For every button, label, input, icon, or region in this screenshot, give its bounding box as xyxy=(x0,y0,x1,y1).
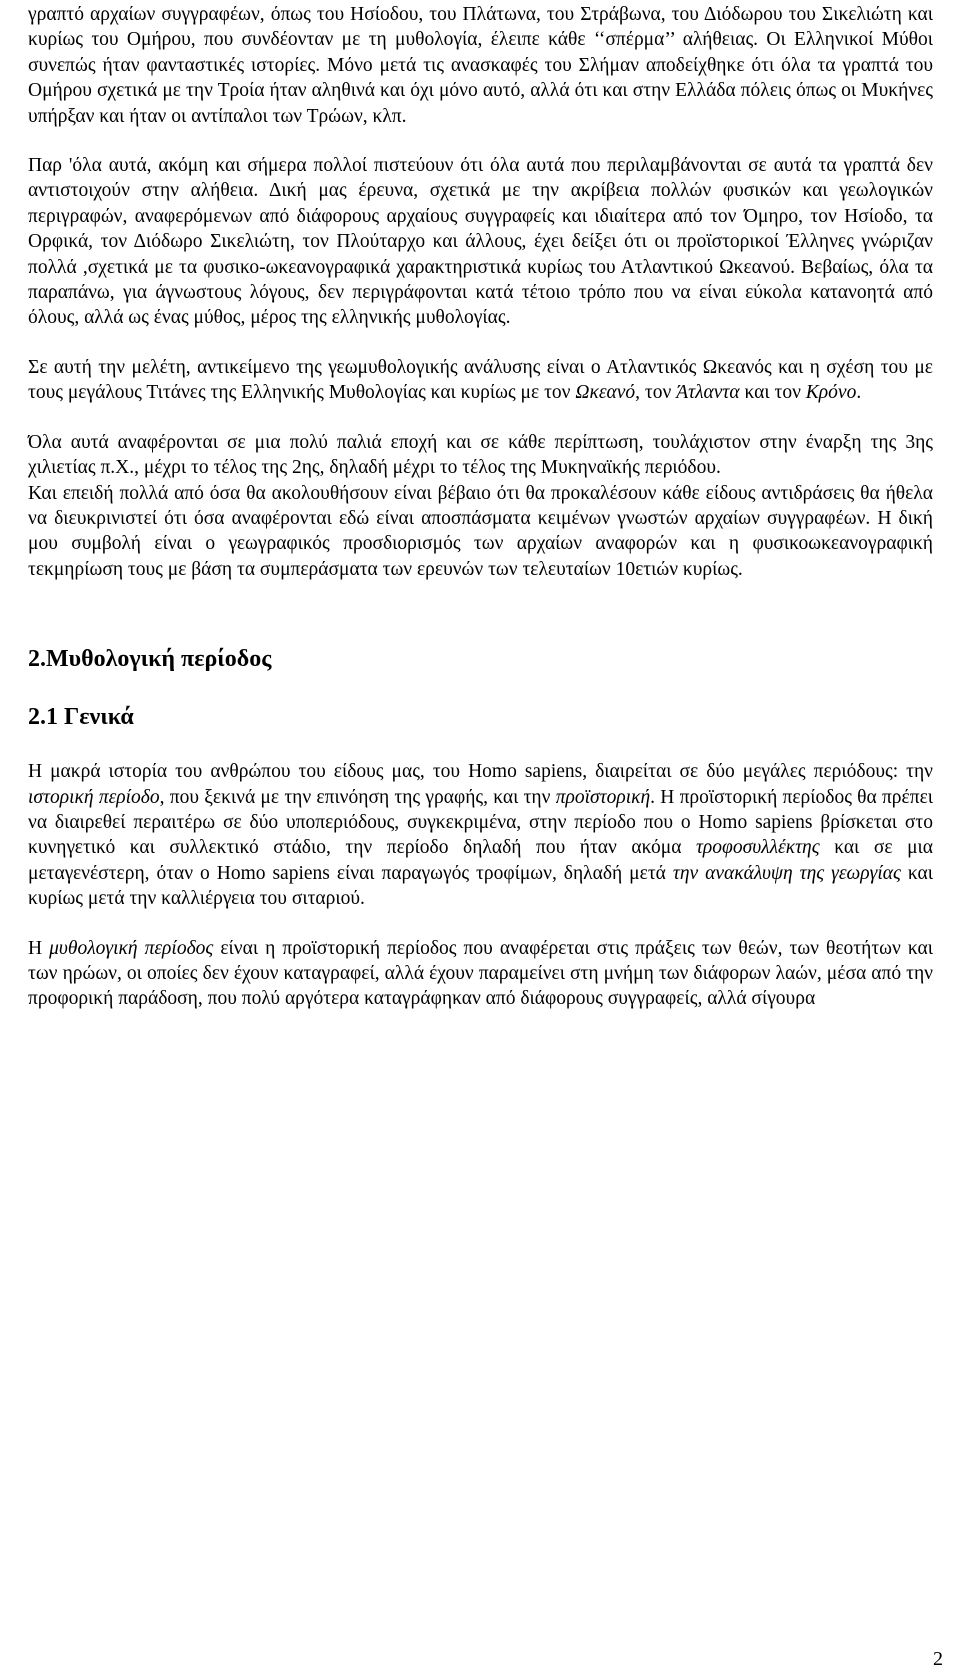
paragraph-mythological-period xyxy=(28,936,933,1012)
text-run: . Η προϊστορική περίοδος θα πρέπει να διαιρεθεί περαιτέρω σε δύο υποπεριόδους, συγκεκριμένα, στην περίοδο που ο Homo sapiens βρίσκεται στο κυνηγετικό και συλλεκτικό στάδιο, την περίοδο δηλαδή που ήταν ακόμα xyxy=(28,786,933,859)
text-run: , τον xyxy=(635,382,677,404)
paragraph-ancient-authors: γραπτό αρχαίων συγγραφέων, όπως του Ησίοδου, του Πλάτωνα, του Στράβωνα, του Διόδωρου του Σικελιώτη και κυρίως του Ομήρου, που συνδέονταν με τη μυθολογία, έλειπε κάθε ‘‘σπέρμα’’ αλήθειας. Οι Ελληνικοί Μύθοι συνεπώς ήταν φανταστικές ιστορίες. Μόνο μετά τις ανασκαφές του Σλήμαν αποδείχθηκε ότι όλα τα γραπτά του Ομήρου σχετικά με την Τροία ήταν αληθινά και όχι μόνο αυτό, αλλά ότι και στην Ελλάδα πόλεις όπως οι Μυκήνες υπήρξαν και ήταν οι αντίπαλοι των Τρώων, κλπ. xyxy=(28,4,933,127)
page-number: 2 xyxy=(933,1648,943,1670)
text-run: και τον xyxy=(739,382,806,404)
emphasis-historic-period: ιστορική περίοδο xyxy=(28,786,160,808)
emphasis-prehistoric: προϊστορική xyxy=(555,786,651,808)
section-heading: 2.Μυθολογική περίοδος xyxy=(28,646,272,673)
text-run: . xyxy=(856,382,862,404)
emphasis-agriculture: την ανακάλυψη της γεωργίας xyxy=(672,862,901,884)
document-page xyxy=(28,0,933,1012)
emphasis-kronos: Κρόνο xyxy=(805,382,857,404)
paragraph-contribution: Και επειδή πολλά από όσα θα ακολουθήσουν είναι βέβαιο ότι θα προκαλέσουν κάθε είδους αντιδράσεις θα ήθελα να διευκρινιστεί ότι όσα αναφέρονται εδώ είναι αποσπάσματα κειμένων γνωστών αρχαίων συγγραφέων. Η δική μου συμβολή είναι ο γεωγραφικός προσδιορισμός των αρχαίων αναφορών και η φυσικοωκεανογραφική τεκμηρίωση τους με βάση τα συμπεράσματα των ερευνών των τελευταίων 10ετιών κυρίως. xyxy=(28,482,933,580)
text-run: και κυρίως μετά την καλλιέργεια του σιταριού. xyxy=(28,862,933,910)
emphasis-mythological-period: μυθολογική περίοδος xyxy=(49,937,214,959)
text-run: Η μακρά ιστορία του ανθρώπου του είδους μας, του Homo sapiens, διαιρείται σε δύο μεγάλες περιόδους: την xyxy=(28,761,933,783)
paragraph-research: Παρ 'όλα αυτά, ακόμη και σήμερα πολλοί πιστεύουν ότι όλα αυτά που περιλαμβάνονται σε αυτά τα γραπτά δεν αντιστοιχούν στην αλήθεια. Δική μας έρευνα, σχετικά με την ακρίβεια πολλών φυσικών και γεωλογικών περιγραφών, αναφερόμενων από διάφορους αρχαίους συγγραφείς και ιδιαίτερα από τον Όμηρο, τον Ησίοδο, τα Ορφικά, τον Διόδωρο Σικελιώτη, τον Πλούταρχο και άλλους, έχει δείξει ότι οι προϊστορικοί Έλληνες γνώριζαν πολλά ,σχετικά με τα φυσικο-ωκεανογραφικά χαρακτηριστικά κυρίως του Ατλαντικού Ωκεανού. Βεβαίως, όλα τα παραπάνω, για άγνωστους λόγους, δεν περιγράφονται κατά τέτοιο τρόπο που να είναι εύκολα κατανοητά από όλους, αλλά ως ένας μύθος, μέρος της ελληνικής μυθολογίας. xyxy=(28,155,933,329)
subsection-heading: 2.1 Γενικά xyxy=(28,704,134,731)
text-run: Η xyxy=(28,937,50,959)
paragraph-study-subject xyxy=(28,355,933,406)
text-run: είναι η προϊστορική περίοδος που αναφέρεται στις πράξεις των θεών, των θεοτήτων και των ηρώων, οι οποίες δεν έχουν καταγραφεί, αλλά έχουν παραμείνει στη μνήμη των διάφορων λαών, μέσα από την προφορική παράδοση, που πολύ αργότερα καταγράφηκαν από διάφορους συγγραφείς, αλλά σίγουρα xyxy=(28,937,933,1010)
paragraph-era: Όλα αυτά αναφέρονται σε μια πολύ παλιά εποχή και σε κάθε περίπτωση, τουλάχιστον στην έναρξη της 3ης χιλιετίας π.Χ., μέχρι το τέλος της 2ης, δηλαδή μέχρι το τέλος της Μυκηναϊκής περιόδου. xyxy=(28,431,933,479)
emphasis-gatherer: τροφοσυλλέκτης xyxy=(695,837,820,859)
text-run: και σε μια μεταγενέστερη, όταν ο Homo sapiens είναι παραγωγός τροφίμων, δηλαδή μετά xyxy=(28,837,933,884)
emphasis-okeanos: Ωκεανό xyxy=(575,382,636,404)
text-run: Σε αυτή την μελέτη, αντικείμενο της γεωμυθολογικής ανάλυσης είναι ο Ατλαντικός Ωκεανός και η σχέση του με τους μεγάλους Τιτάνες της Ελληνικής Μυθολογίας και κυρίως με τον xyxy=(28,356,933,404)
text-run: , που ξεκινά με την επινόηση της γραφής, και την xyxy=(159,786,556,808)
emphasis-atlas: Άτλαντα xyxy=(676,382,740,404)
paragraph-prehistory xyxy=(28,759,933,911)
